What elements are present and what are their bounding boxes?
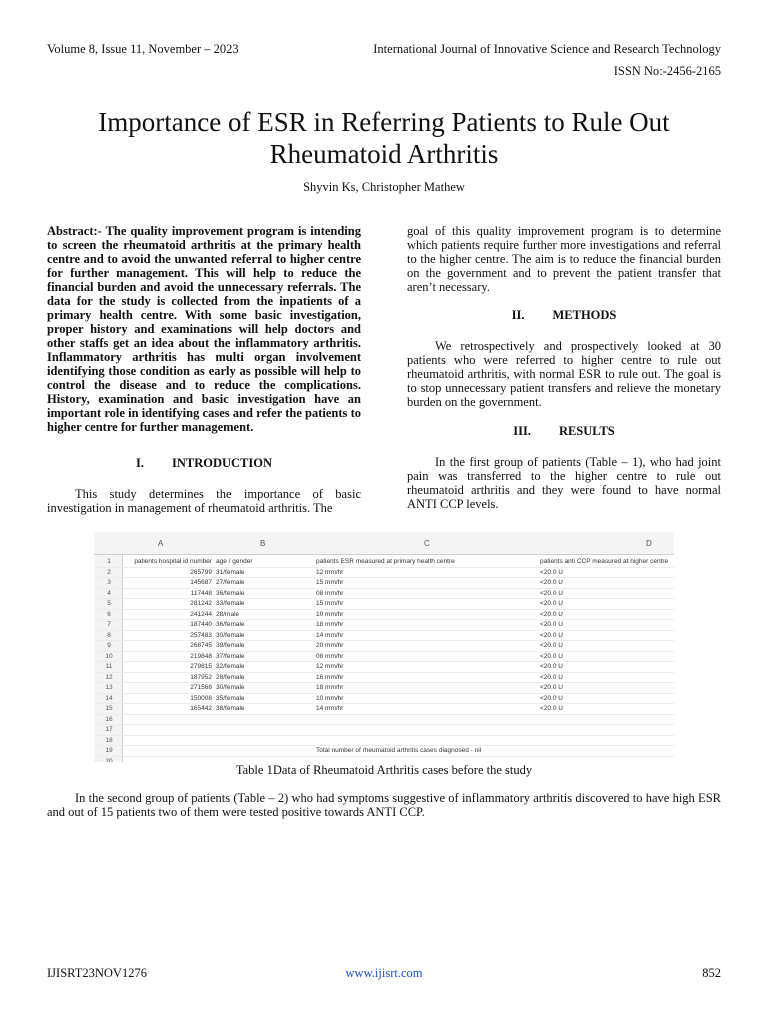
row-number: 7 bbox=[107, 621, 111, 628]
header-cell: age / gender bbox=[216, 558, 253, 565]
table-cell: 36/female bbox=[216, 621, 245, 628]
table-cell: 38/female bbox=[216, 705, 245, 712]
section-heading-results bbox=[407, 424, 721, 439]
table-cell: 281242 bbox=[190, 600, 212, 607]
table-cell: 32/female bbox=[216, 663, 245, 670]
table-cell: 15 mm/hr bbox=[316, 600, 344, 607]
row-number: 17 bbox=[105, 726, 113, 733]
table-cell: 265799 bbox=[190, 568, 212, 576]
table-caption: Table 1Data of Rheumatoid Arthritis cases before the study bbox=[235, 763, 533, 777]
table-cell: <20.0 U bbox=[540, 568, 563, 576]
section-title: INTRODUCTION bbox=[171, 456, 272, 470]
row-number: 1 bbox=[107, 558, 111, 565]
table-cell: 219848 bbox=[190, 652, 212, 660]
section-title: RESULTS bbox=[558, 424, 615, 438]
table-cell: 30/female bbox=[216, 684, 245, 691]
table-cell: 28/male bbox=[216, 610, 240, 618]
column-letter: B bbox=[260, 539, 266, 548]
table-row bbox=[94, 756, 674, 763]
total-note: Total number of rheumatoid arthritis cases diagnosed - nil bbox=[316, 747, 482, 754]
table-cell: 187440 bbox=[190, 621, 212, 628]
row-number: 12 bbox=[105, 673, 113, 681]
table-cell: 16 mm/hr bbox=[316, 673, 344, 681]
table-cell: 12 mm/hr bbox=[316, 663, 344, 670]
table-cell: 117448 bbox=[190, 589, 212, 597]
table-cell: 257483 bbox=[190, 631, 212, 639]
table-cell: 10 mm/hr bbox=[316, 694, 344, 702]
table-cell: <20.0 U bbox=[540, 673, 563, 681]
row-number: 18 bbox=[105, 736, 113, 744]
section-number: I. bbox=[135, 456, 144, 470]
row-number: 15 bbox=[105, 705, 113, 712]
row-number: 20 bbox=[105, 757, 113, 762]
table-cell: <20.0 U bbox=[540, 684, 563, 691]
table-cell: 241244 bbox=[190, 610, 212, 618]
table-cell: 33/female bbox=[216, 600, 245, 607]
header-cell: patients anti CCP measured at higher centre bbox=[540, 558, 669, 565]
table-cell: <20.0 U bbox=[540, 663, 563, 670]
table-cell: 08 mm/hr bbox=[316, 589, 344, 597]
row-number: 2 bbox=[107, 568, 111, 576]
intro-continued: goal of this quality improvement program is to determine which patients require further more investigations and referral to the higher centre. The aim is to reduce the financial burden on the government and to prevent the patient transfer that aren’t necessary. bbox=[407, 224, 721, 294]
authors: Shyvin Ks, Christopher Mathew bbox=[303, 180, 465, 194]
table-cell: <20.0 U bbox=[540, 579, 563, 586]
table-cell: 271568 bbox=[190, 684, 212, 691]
row-number: 19 bbox=[105, 747, 113, 754]
table-cell: 36/female bbox=[216, 589, 245, 597]
table-cell: 20 mm/hr bbox=[316, 642, 344, 649]
table-cell: 165442 bbox=[190, 705, 212, 712]
section-number: III. bbox=[513, 424, 531, 438]
spreadsheet-table bbox=[94, 532, 674, 762]
table-cell: <20.0 U bbox=[540, 652, 563, 660]
column-letter: A bbox=[158, 539, 164, 548]
table-cell: 08 mm/hr bbox=[316, 652, 344, 660]
table-cell: <20.0 U bbox=[540, 600, 563, 607]
header-cell: patients hospital id number bbox=[134, 558, 212, 565]
header-volume: Volume 8, Issue 11, November – 2023 bbox=[47, 42, 239, 56]
header-cell: patients ESR measured at primary health centre bbox=[316, 558, 455, 565]
footer-page-number: 852 bbox=[702, 966, 721, 980]
intro-text: This study determines the importance of basic investigation in management of rheumatoid arthritis. The bbox=[47, 487, 361, 515]
row-number: 6 bbox=[107, 610, 111, 618]
table-cell: 27/female bbox=[216, 579, 245, 586]
section-title: METHODS bbox=[552, 308, 617, 322]
table-cell: 18 mm/hr bbox=[316, 684, 344, 691]
table-cell: 39/female bbox=[216, 642, 245, 649]
table-cell: 28/female bbox=[216, 673, 245, 681]
table-cell: 10 mm/hr bbox=[316, 610, 344, 618]
table-cell: 150008 bbox=[190, 694, 212, 702]
results-text: In the first group of patients (Table – 1), who had joint pain was transferred to the higher centre to rule out rheumatoid arthritis and they were found to have normal ANTI CCP levels. bbox=[407, 455, 721, 511]
right-column bbox=[407, 224, 721, 511]
column-letter: D bbox=[646, 539, 652, 548]
row-number: 13 bbox=[105, 684, 113, 691]
left-column bbox=[47, 224, 361, 515]
section-heading-methods bbox=[407, 308, 721, 323]
row-number: 14 bbox=[105, 694, 113, 702]
table-cell: <20.0 U bbox=[540, 589, 563, 597]
table-cell: 14 mm/hr bbox=[316, 631, 344, 639]
abstract: Abstract:- The quality improvement program is intending to screen the rheumatoid arthritis at the primary health centre and to avoid the unwanted referral to higher centre for further management. This will help to reduce the financial burden and avoid the unnecessary referrals. The data for the study is collected from the inpatients of a primary health centre. With some basic investigation, proper history and examinations will help doctors and other staffs get an idea about the inflammatory arthritis. Inflammatory arthritis has multi organ involvement identifying those condition as early as possible will help to control the disease and to reduce the complications. History, examination and basic investigation have an important role in identifying cases and refer the patients to higher centre for further management. bbox=[47, 224, 361, 434]
table-cell: 37/female bbox=[216, 652, 245, 660]
column-header-bar bbox=[94, 532, 674, 555]
table-cell: 12 mm/hr bbox=[316, 568, 344, 576]
methods-text: We retrospectively and prospectively looked at 30 patients who were referred to higher centre to rule out rheumatoid arthritis, with normal ESR to rule out. The goal is to stop unnecessary patient transfers and relieve the monetary burden on the government. bbox=[407, 339, 721, 409]
section-heading-introduction bbox=[47, 456, 361, 471]
footer-code: IJISRT23NOV1276 bbox=[47, 966, 147, 980]
row-number: 16 bbox=[105, 715, 113, 723]
paragraph-second-group: In the second group of patients (Table – 2) who had symptoms suggestive of inflammatory arthritis discovered to have high ESR and out of 15 patients two of them were tested positive towards ANTI CCP. bbox=[47, 791, 721, 819]
row-number: 4 bbox=[107, 589, 111, 597]
table-cell: 279815 bbox=[190, 663, 212, 670]
footer-website-link[interactable]: www.ijisrt.com bbox=[345, 966, 423, 980]
row-number: 10 bbox=[105, 652, 113, 660]
table-cell: 145687 bbox=[190, 579, 212, 586]
row-number: 11 bbox=[105, 663, 113, 670]
table-cell: 187952 bbox=[190, 673, 212, 681]
table-cell: <20.0 U bbox=[540, 694, 563, 702]
table-cell: 15 mm/hr bbox=[316, 579, 344, 586]
row-number: 9 bbox=[107, 642, 111, 649]
table-cell: 14 mm/hr bbox=[316, 705, 344, 712]
table-cell: 30/female bbox=[216, 631, 245, 639]
table-cell: <20.0 U bbox=[540, 705, 563, 712]
column-letter: C bbox=[424, 539, 430, 548]
table-cell: <20.0 U bbox=[540, 631, 563, 639]
row-number: 8 bbox=[107, 631, 111, 639]
table-cell: <20.0 U bbox=[540, 621, 563, 628]
header-journal: International Journal of Innovative Science and Research Technology bbox=[373, 42, 721, 56]
row-number: 3 bbox=[107, 579, 111, 586]
table-cell: <20.0 U bbox=[540, 610, 563, 618]
table-cell: 35/female bbox=[216, 694, 245, 702]
row-number: 5 bbox=[107, 600, 111, 607]
table-cell: 268745 bbox=[190, 642, 212, 649]
table-cell: 18 mm/hr bbox=[316, 621, 344, 628]
table-cell: 31/female bbox=[216, 568, 245, 576]
section-number: II. bbox=[511, 308, 525, 322]
paper-title: Importance of ESR in Referring Patients to Rule Out Rheumatoid Arthritis bbox=[98, 107, 670, 170]
table-cell: <20.0 U bbox=[540, 642, 563, 649]
header-issn: ISSN No:-2456-2165 bbox=[613, 64, 721, 78]
